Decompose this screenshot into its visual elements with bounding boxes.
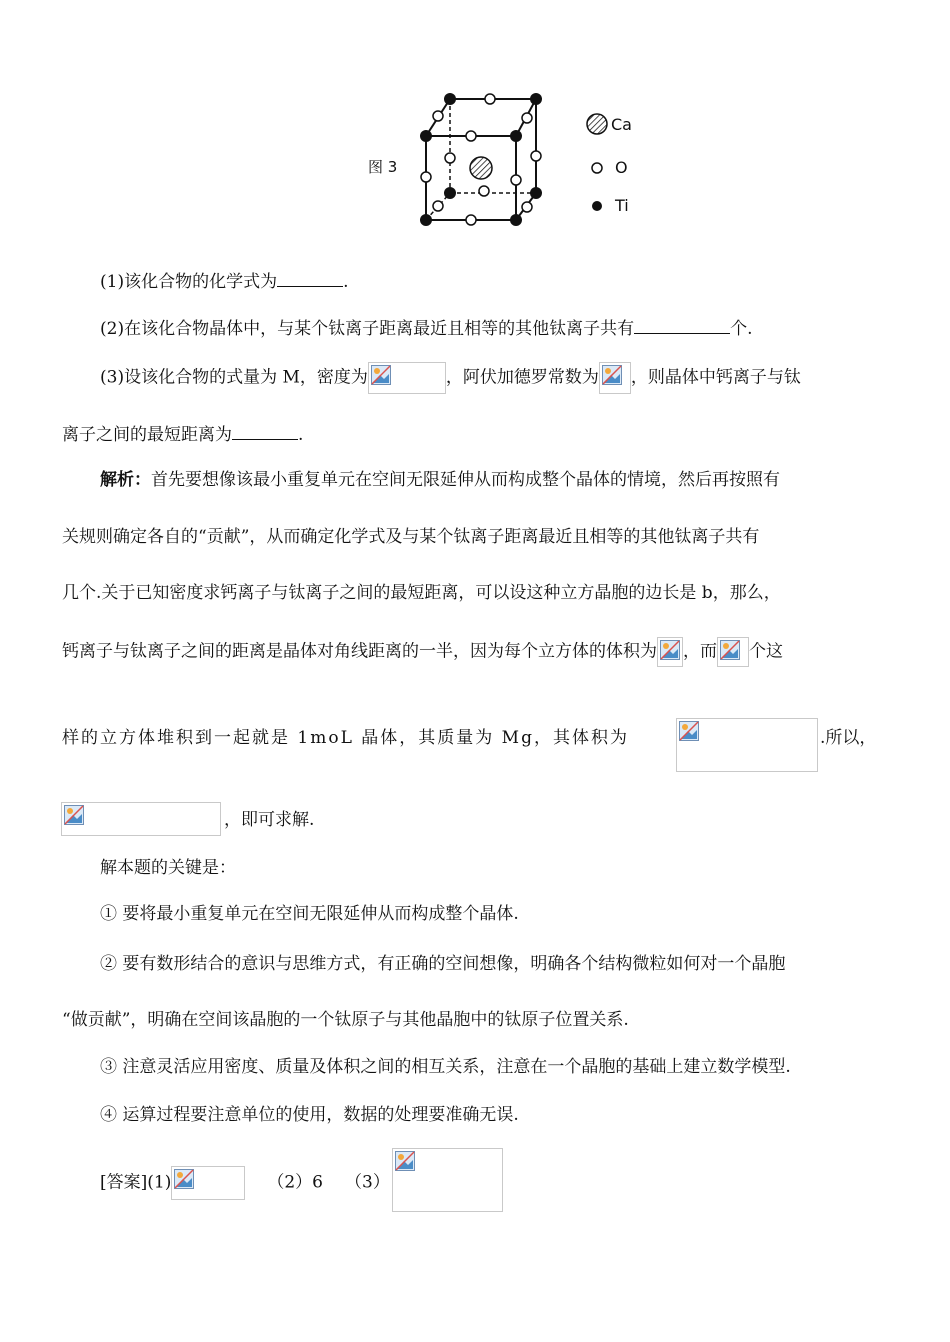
question-2: (2)在该化合物晶体中，与某个钛离子距离最近且相等的其他钛离子共有 个. — [100, 315, 753, 341]
o-ion — [479, 186, 489, 196]
o-ion — [433, 201, 443, 211]
o-ion — [511, 175, 521, 185]
answer-part-3: （3） — [345, 1172, 390, 1193]
ti-ion — [420, 214, 432, 226]
key-point-1: ① 要将最小重复单元在空间无限延伸从而构成整个晶体. — [100, 904, 519, 924]
broken-image-icon — [392, 1148, 503, 1212]
key-point-4: ④ 运算过程要注意单位的使用，数据的处理要准确无误. — [100, 1105, 519, 1125]
analysis-line-1: 解析：首先要想像该最小重复单元在空间无限延伸从而构成整个晶体的情境，然后再按照有 — [100, 470, 780, 490]
answer-blank — [232, 421, 298, 440]
crystal-cell-figure — [360, 88, 650, 233]
o-ion — [445, 153, 455, 163]
key-point-3: ③ 注意灵活应用密度、质量及体积之间的相互关系，注意在一个晶胞的基础上建立数学模型. — [100, 1057, 791, 1077]
o-ion — [433, 111, 443, 121]
broken-image-icon — [657, 637, 683, 667]
analysis-line-4: 钙离子与钛离子之间的距离是晶体对角线距离的一半，因为每个立方体的体积为 ，而 个这 — [62, 637, 783, 667]
answer-blank — [277, 268, 343, 287]
analysis-line-6: ，即可求解. — [224, 810, 315, 830]
answer-part-2: （2）6 — [267, 1172, 323, 1193]
legend-ca-symbol — [587, 114, 607, 134]
key-intro: 解本题的关键是： — [100, 858, 236, 878]
o-ion — [522, 113, 532, 123]
legend-o-symbol — [592, 163, 602, 173]
ti-ion — [510, 130, 522, 142]
ca-ion — [470, 157, 492, 179]
o-ion — [531, 151, 541, 161]
legend-o-text: O — [615, 158, 628, 177]
o-ion — [522, 202, 532, 212]
ti-ion — [444, 93, 456, 105]
key-point-2-cont: “做贡献”，明确在空间该晶胞的一个钛原子与其他晶胞中的钛原子位置关系. — [62, 1010, 629, 1030]
question-3: (3)设该化合物的式量为 M，密度为 ，阿伏加德罗常数为 ，则晶体中钙离子与钛 — [100, 362, 801, 394]
ti-ion — [444, 187, 456, 199]
question-3-cont: 离子之间的最短距离为 . — [62, 421, 303, 447]
legend-ca-text: Ca — [611, 115, 632, 134]
legend-ti-text: Ti — [615, 196, 629, 215]
analysis-label: 解析： — [100, 470, 151, 490]
analysis-line-3: 几个.关于已知密度求钙离子与钛离子之间的最短距离，可以设这种立方晶胞的边长是 b，那么， — [62, 583, 781, 603]
analysis-line-2: 关规则确定各自的“贡献”，从而确定化学式及与某个钛离子距离最近且相等的其他钛离子共有 — [62, 527, 760, 547]
ti-ion — [530, 93, 542, 105]
o-ion — [485, 94, 495, 104]
broken-image-icon — [171, 1166, 245, 1200]
o-ion — [421, 172, 431, 182]
ti-ion — [420, 130, 432, 142]
o-ion — [466, 131, 476, 141]
figure-label: 图 3 — [368, 158, 398, 176]
answer-label: [答案](1) — [100, 1172, 172, 1193]
broken-image-icon — [368, 362, 446, 394]
ti-ion — [530, 187, 542, 199]
broken-image-icon — [599, 362, 631, 394]
analysis-line-5-end: .所以， — [820, 728, 877, 748]
analysis-line-5: 样的立方体堆积到一起就是 1moL 晶体，其质量为 Mg，其体积为 — [62, 728, 629, 748]
legend-ti-symbol — [592, 201, 602, 211]
broken-image-icon — [717, 637, 749, 667]
question-1: (1)该化合物的化学式为 . — [100, 268, 349, 294]
broken-image-icon — [61, 802, 221, 836]
broken-image-icon — [676, 718, 818, 772]
answer-blank — [634, 315, 730, 334]
answer-line — [100, 1166, 390, 1200]
o-ion — [466, 215, 476, 225]
key-point-2: ② 要有数形结合的意识与思维方式，有正确的空间想像，明确各个结构微粒如何对一个晶胞 — [100, 954, 786, 974]
ti-ion — [510, 214, 522, 226]
crystal-cell-diagram — [360, 88, 650, 233]
